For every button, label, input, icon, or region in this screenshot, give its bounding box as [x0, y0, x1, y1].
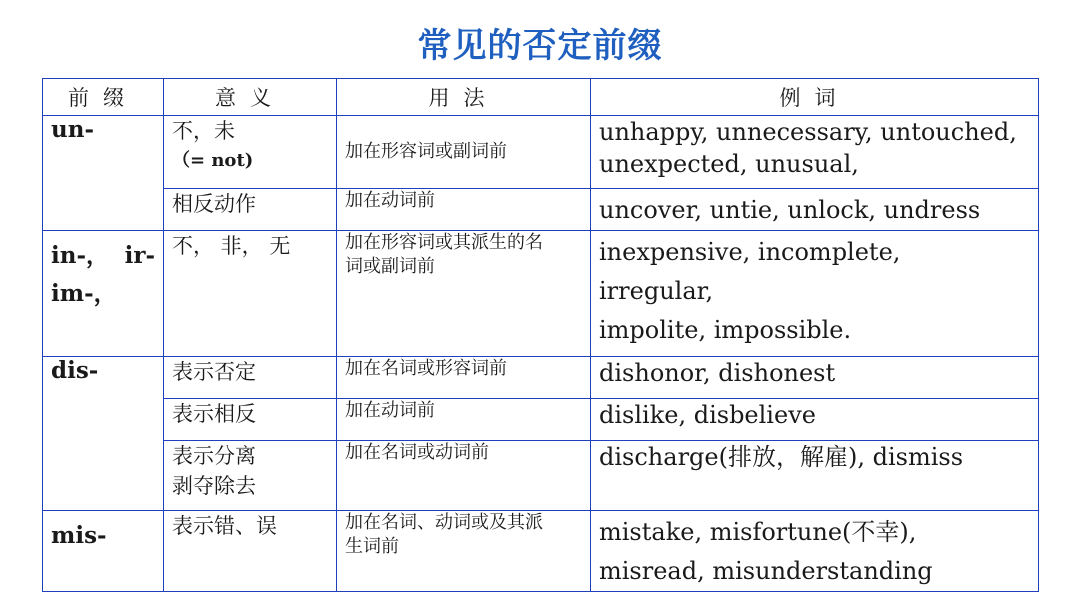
examples-cell: uncover, untie, unlock, undress [591, 189, 1039, 231]
examples-line: mistake, misfortune(不幸), [599, 518, 917, 546]
meaning-text: 不，未 [172, 119, 235, 143]
table-row [43, 116, 1039, 189]
usage-line: 词或副词前 [345, 256, 435, 277]
table-row [43, 357, 1039, 399]
usage-cell: 加在动词前 [337, 189, 591, 231]
meaning-cell: 表示相反 [164, 399, 337, 441]
meaning-line: 表示分离 [172, 444, 256, 468]
usage-cell: 加在名词或动词前 [337, 441, 591, 511]
table-header-row [43, 79, 1039, 116]
header-usage: 用法 [337, 79, 591, 116]
examples-line: impolite, impossible. [599, 316, 852, 344]
examples-cell [591, 511, 1039, 592]
meaning-cell: 相反动作 [164, 189, 337, 231]
meaning-note: （= not) [172, 150, 254, 171]
examples-cell [591, 116, 1039, 189]
examples-cell: dishonor, dishonest [591, 357, 1039, 399]
prefix-mis: mis- [43, 511, 164, 592]
meaning-cell [164, 116, 337, 189]
header-meaning: 意义 [164, 79, 337, 116]
page-title: 常见的否定前缀 [417, 26, 663, 66]
examples-line: inexpensive, incomplete, [599, 238, 901, 266]
negative-prefix-table [42, 78, 1039, 592]
prefix-im-part: im-， [51, 280, 117, 307]
meaning-cell: 不， 非， 无 [164, 231, 337, 357]
usage-cell [337, 231, 591, 357]
usage-cell [337, 511, 591, 592]
prefix-in-part: in-， [51, 242, 110, 269]
header-examples: 例词 [591, 79, 1039, 116]
meaning-cell [164, 441, 337, 511]
usage-line: 加在名词、动词或及其派 [345, 512, 543, 533]
table-row [43, 189, 1039, 231]
usage-cell: 加在名词或形容词前 [337, 357, 591, 399]
header-prefix: 前缀 [43, 79, 164, 116]
examples-line: irregular, [599, 277, 714, 305]
examples-cell [591, 231, 1039, 357]
examples-line: unexpected, unusual, [599, 150, 859, 178]
prefix-dis: dis- [43, 357, 164, 511]
usage-line: 生词前 [345, 536, 399, 557]
prefix-un: un- [43, 116, 164, 231]
examples-line: misread, misunderstanding [599, 557, 933, 585]
usage-cell: 加在动词前 [337, 399, 591, 441]
examples-line: unhappy, unnecessary, untouched, [599, 118, 1017, 146]
table-row [43, 511, 1039, 592]
meaning-cell: 表示错、误 [164, 511, 337, 592]
examples-cell: dislike, disbelieve [591, 399, 1039, 441]
meaning-line: 剥夺除去 [172, 474, 256, 498]
table-row [43, 231, 1039, 357]
meaning-cell: 表示否定 [164, 357, 337, 399]
prefix-ir-part: ir- [124, 242, 155, 269]
usage-line: 加在形容词或其派生的名 [345, 232, 543, 253]
table-row [43, 399, 1039, 441]
table-row [43, 441, 1039, 511]
prefix-in [43, 231, 164, 357]
usage-cell: 加在形容词或副词前 [337, 116, 591, 189]
examples-cell: discharge(排放，解雇), dismiss [591, 441, 1039, 511]
